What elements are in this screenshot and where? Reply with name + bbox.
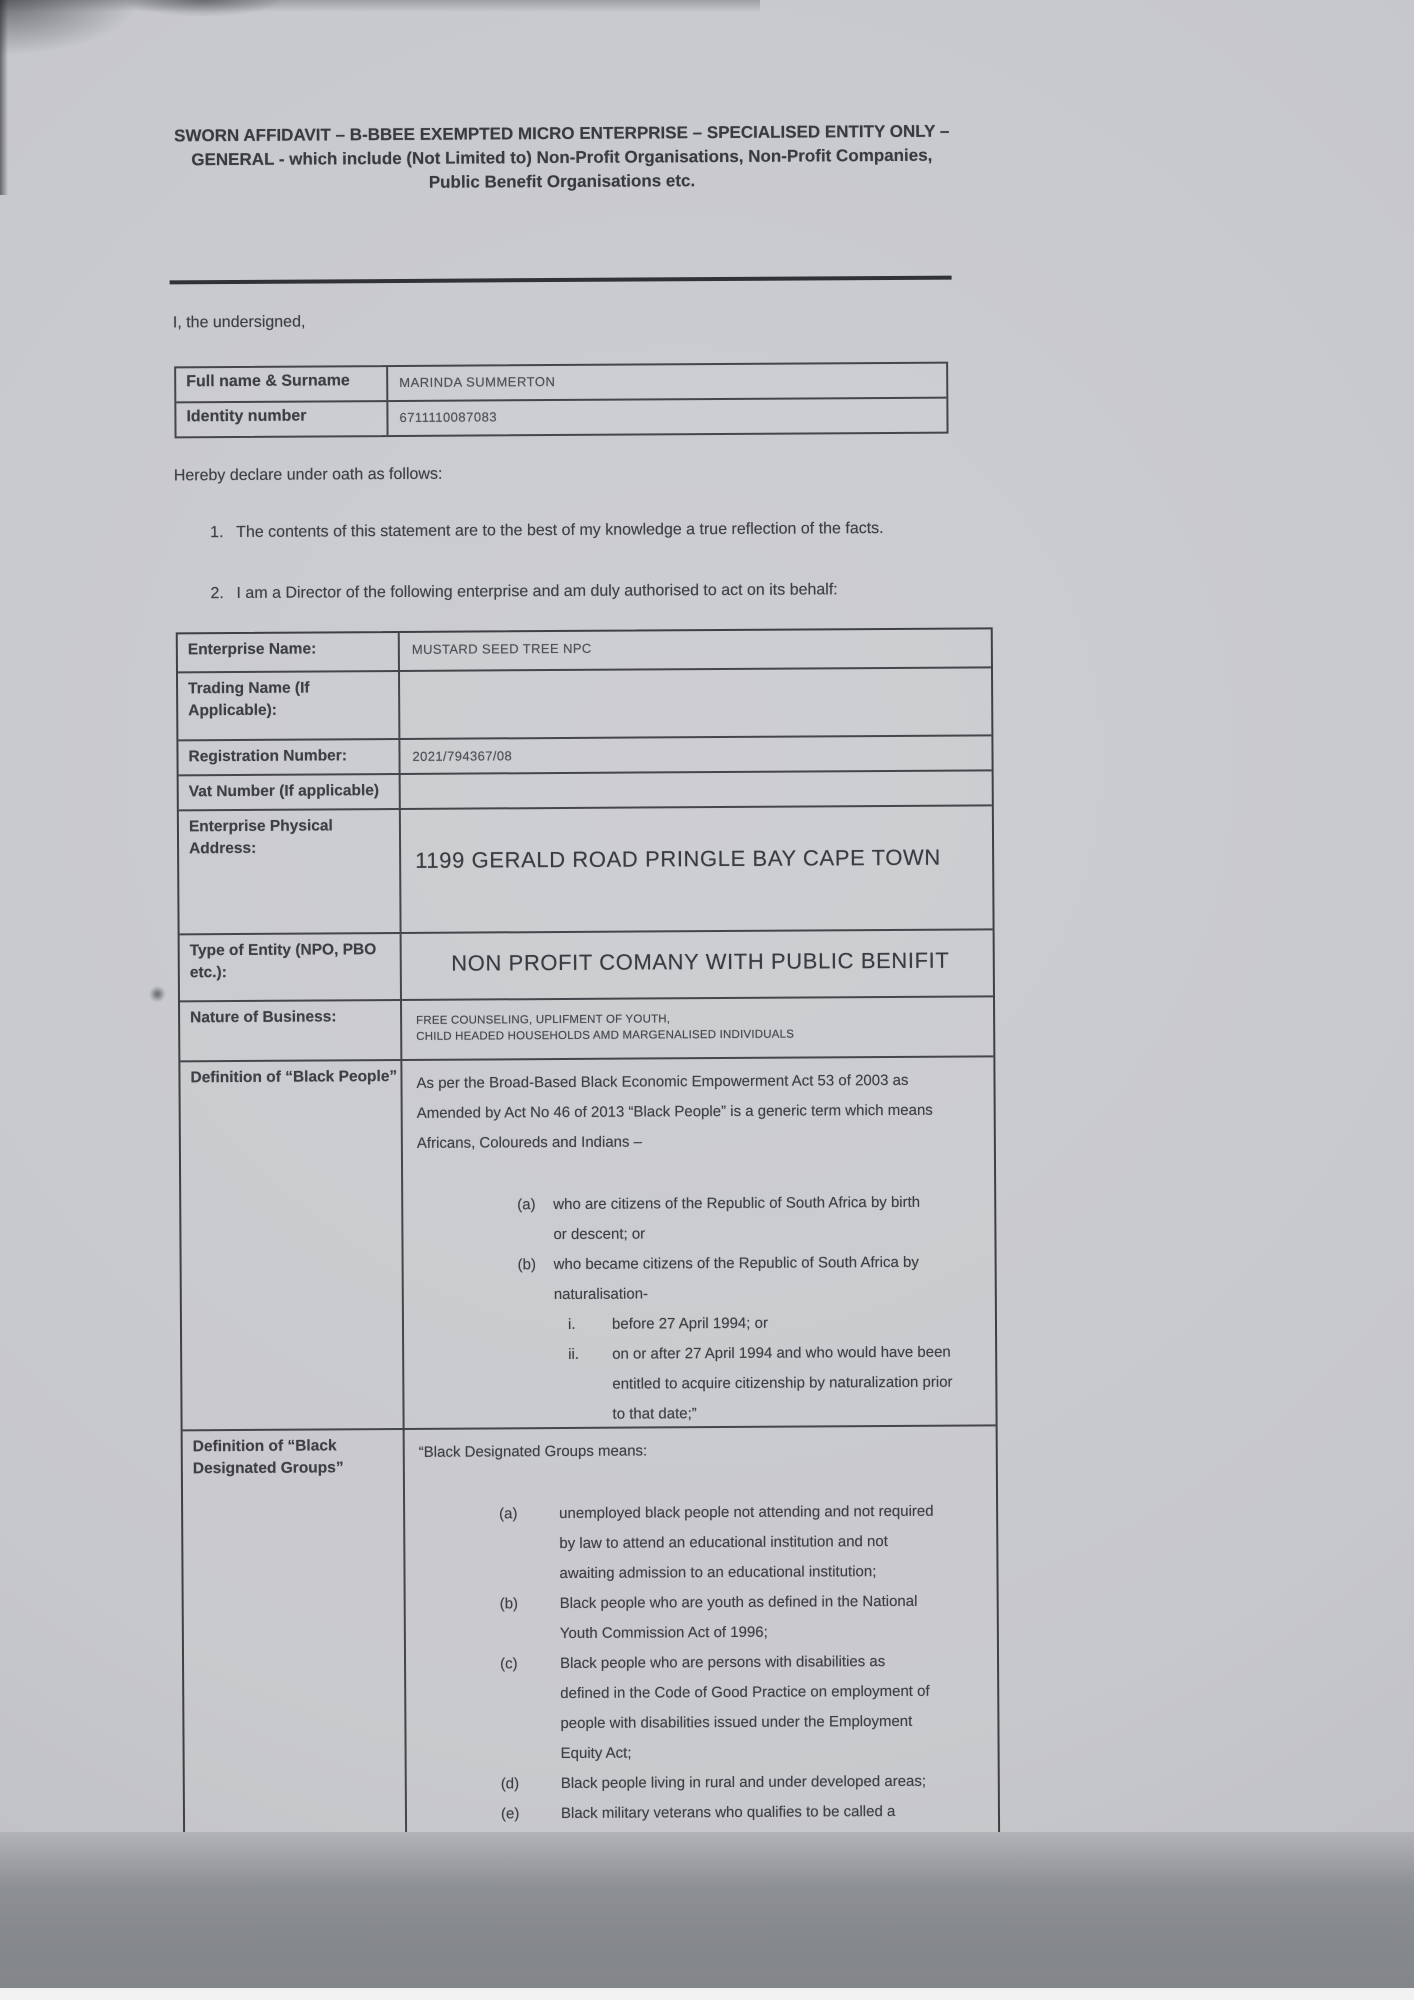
full-name-label: Full name & Surname (176, 367, 388, 401)
list-item-text: Black people who are youth as defined in the National Youth Commission Act of 1996; (559, 1592, 918, 1643)
table-row (183, 1424, 999, 1841)
definition-heading: “Black Designated Groups means: (418, 1442, 648, 1461)
list-marker: (e) (500, 1805, 520, 1823)
list-marker: 2. (210, 585, 224, 603)
list-item-b (518, 1248, 922, 1310)
table-row (176, 364, 946, 402)
list-marker: (a) (499, 1505, 518, 1523)
title-line-3: Public Benefit Organisations etc. (428, 171, 696, 192)
list-marker: (d) (500, 1775, 520, 1793)
list-marker: i. (567, 1315, 576, 1333)
list-marker: (c) (500, 1655, 518, 1673)
physical-address-value: 1199 GERALD ROAD PRINGLE BAY CAPE TOWN (415, 844, 941, 873)
registration-number-label: Registration Number: (178, 740, 400, 774)
list-item-text: on or after 27 April 1994 and who would have been entitled to acquire citizenship by naturalization prior to that date;” (612, 1343, 953, 1423)
list-marker: (a) (517, 1196, 536, 1214)
nature-of-business-value (402, 997, 993, 1059)
enterprise-name-value: MUSTARD SEED TREE NPC (411, 640, 592, 657)
physical-address-label: Enterprise Physical Address: (179, 810, 402, 933)
photo-edge-strip (0, 1988, 1414, 2000)
definition-paragraph: As per the Broad-Based Black Economic Empowerment Act 53 of 2003 as Amended by Act No 46 of 2013 “Black People” is a generic term which means Africans, Coloureds and Indians – (416, 1071, 933, 1152)
nature-of-business-label: Nature of Business: (180, 1001, 402, 1060)
vat-number-value (401, 771, 992, 808)
photo-top-smudge (128, 0, 278, 16)
table-row (179, 804, 993, 933)
nature-line-1: FREE COUNSELING, UPLIFMENT OF YOUTH, (416, 1013, 671, 1027)
list-item-c (500, 1647, 936, 1770)
table-row (179, 769, 992, 809)
list-item-b (500, 1587, 935, 1650)
title-line-2: GENERAL - which include (Not Limited to) Non-Profit Organisations, Non-Profit Companies, (191, 145, 933, 170)
table-row (178, 629, 991, 671)
list-marker: (b) (499, 1595, 519, 1613)
identity-number-value: 6711110087083 (399, 409, 498, 425)
black-designated-groups-value (405, 1426, 999, 1890)
numbered-item-1 (210, 518, 1220, 542)
numbered-item-text: I am a Director of the following enterprise and am duly authorised to act on its behalf: (236, 581, 838, 602)
nature-line-2: CHILD HEADED HOUSEHOLDS AMD MARGENALISED INDIVIDUALS (416, 1028, 795, 1043)
identity-number-label: Identity number (176, 402, 388, 436)
vat-number-label: Vat Number (If applicable) (179, 775, 401, 809)
list-item-text: unemployed black people not attending and not required by law to attend an educational institution and not awaiting admission to an educational institution; (559, 1502, 934, 1583)
photo-left-edge-shadow (0, 0, 8, 195)
trading-name-value (400, 668, 991, 738)
black-people-definition-value (402, 1057, 995, 1431)
photo-top-shadow (0, 0, 760, 12)
table-row (180, 928, 993, 1000)
title-underline (170, 276, 952, 285)
black-people-definition-label: Definition of “Black People” (180, 1061, 404, 1432)
numbered-item-2 (210, 579, 1220, 603)
photo-background-bottom (0, 1832, 1414, 1988)
black-designated-groups-label: Definition of “Black Designated Groups” (183, 1430, 408, 1891)
list-item-a (517, 1188, 921, 1250)
list-marker: (b) (517, 1256, 537, 1274)
sub-list-item-ii (568, 1338, 954, 1430)
list-item-text: before 27 April 1994; or (611, 1314, 768, 1333)
document-title (152, 119, 972, 196)
list-item-text: Black people living in rural and under developed areas; (560, 1772, 927, 1793)
trading-name-label: Trading Name (If Applicable): (178, 672, 400, 739)
list-item-d (501, 1767, 936, 1800)
entity-type-value: NON PROFIT COMANY WITH PUBLIC BENIFIT (451, 947, 950, 976)
table-row (176, 397, 946, 437)
table-row (180, 1055, 995, 1429)
enterprise-table (176, 627, 1000, 1843)
declaration-text: Hereby declare under oath as follows: (173, 465, 443, 485)
list-item-a (499, 1497, 935, 1590)
registration-number-value: 2021/794367/08 (412, 748, 513, 764)
list-item-text: Black military veterans who qualifies to be called a (560, 1802, 896, 1823)
list-item-text: Black people who are persons with disabilities as defined in the Code of Good Practice on employment of people with disabilities issued under the Employment Equity Act; (560, 1653, 930, 1763)
table-row (180, 995, 993, 1060)
sub-list-item-i (568, 1308, 953, 1340)
title-line-1: SWORN AFFIDAVIT – B-BBEE EXEMPTED MICRO ENTERPRISE – SPECIALISED ENTITY ONLY – (174, 121, 950, 146)
declarant-table (174, 362, 948, 439)
table-row (178, 734, 991, 774)
full-name-value: MARINDA SUMMERTON (399, 374, 556, 390)
list-item-text: who are citizens of the Republic of South Africa by birth or descent; or (553, 1193, 921, 1244)
list-item-text: who became citizens of the Republic of South Africa by naturalisation- (553, 1253, 919, 1304)
list-marker: ii. (568, 1345, 580, 1363)
entity-type-label: Type of Entity (NPO, PBO etc.): (180, 934, 402, 1000)
numbered-item-text: The contents of this statement are to the best of my knowledge a true reflection of the facts. (236, 520, 884, 541)
enterprise-name-label: Enterprise Name: (178, 633, 400, 671)
list-marker: 1. (210, 524, 224, 542)
intro-text: I, the undersigned, (172, 313, 306, 332)
spacer (417, 1155, 982, 1190)
spacer (419, 1464, 984, 1499)
table-row (178, 666, 991, 739)
